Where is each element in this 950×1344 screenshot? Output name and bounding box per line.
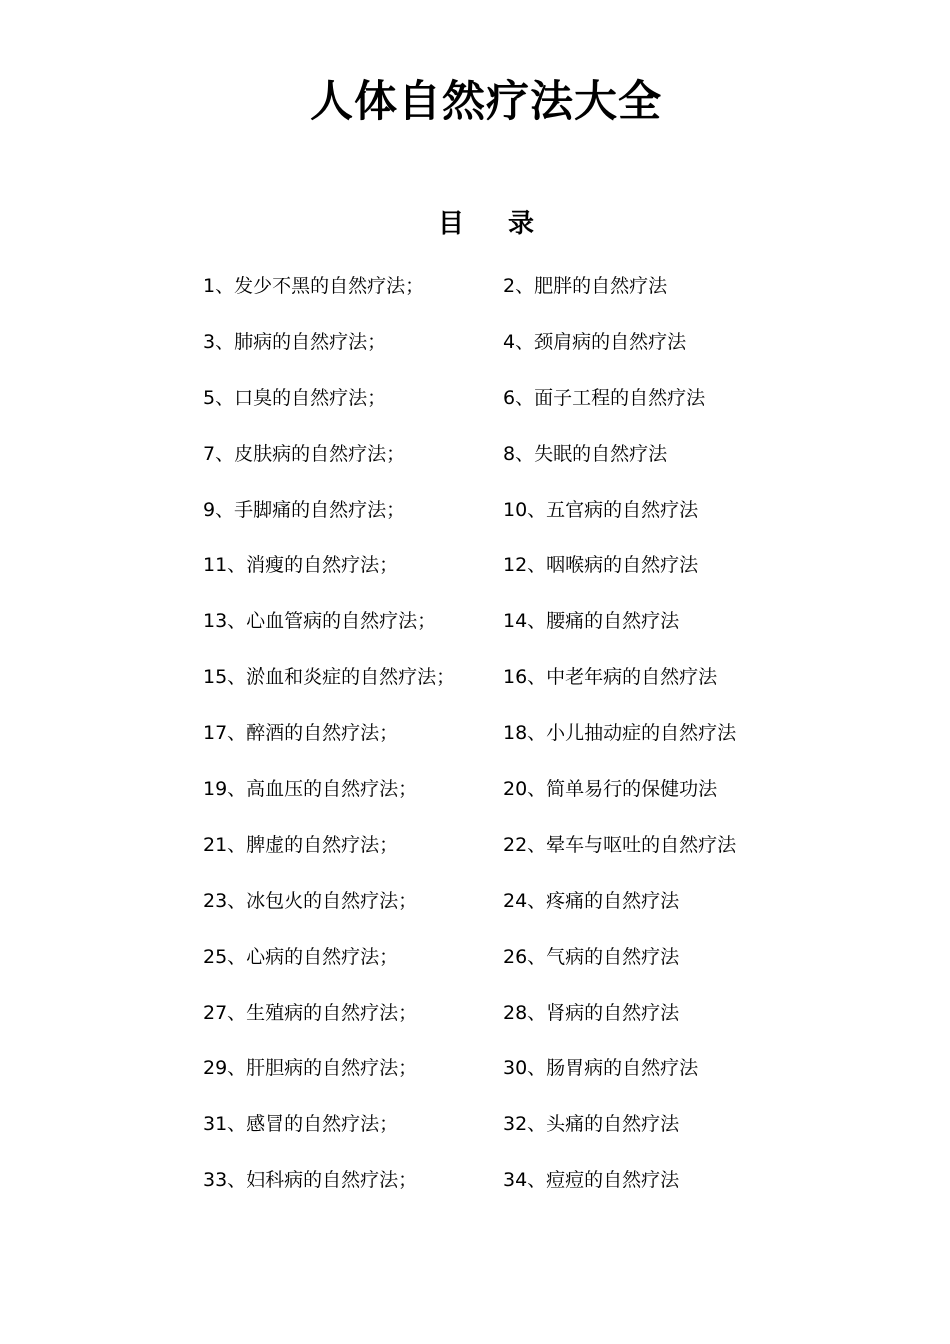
toc-entry-left[interactable]: 19、高血压的自然疗法； — [203, 778, 418, 801]
toc-entry-right[interactable]: 30、肠胃病的自然疗法 — [503, 1057, 699, 1080]
toc-entry-left[interactable]: 15、淤血和炎症的自然疗法； — [203, 666, 456, 689]
toc-entry-right[interactable]: 28、肾病的自然疗法 — [503, 1001, 680, 1024]
toc-row — [0, 605, 950, 661]
toc-heading-char-1: 目 — [437, 209, 464, 239]
toc-row — [0, 941, 950, 997]
toc-entry-left[interactable]: 27、生殖病的自然疗法； — [203, 1001, 418, 1024]
toc-entry-right[interactable]: 34、痘痘的自然疗法 — [503, 1169, 680, 1192]
toc-row — [0, 1108, 950, 1164]
table-of-contents — [0, 270, 950, 1220]
toc-entry-right[interactable]: 26、气病的自然疗法 — [503, 945, 680, 968]
toc-entry-left[interactable]: 5、口臭的自然疗法； — [203, 386, 387, 409]
toc-row — [0, 438, 950, 494]
toc-entry-right[interactable]: 20、简单易行的保健功法 — [503, 778, 718, 801]
toc-entry-left[interactable]: 31、感冒的自然疗法； — [203, 1113, 399, 1136]
toc-entry-left[interactable]: 25、心病的自然疗法； — [203, 945, 399, 968]
toc-row — [0, 382, 950, 438]
toc-entry-right[interactable]: 4、颈肩病的自然疗法 — [503, 330, 687, 353]
toc-row — [0, 773, 950, 829]
toc-entry-right[interactable]: 6、面子工程的自然疗法 — [503, 386, 706, 409]
toc-entry-right[interactable]: 14、腰痛的自然疗法 — [503, 610, 680, 633]
toc-row — [0, 1052, 950, 1108]
toc-entry-right[interactable]: 12、咽喉病的自然疗法 — [503, 554, 699, 577]
toc-entry-right[interactable]: 18、小儿抽动症的自然疗法 — [503, 722, 737, 745]
toc-row — [0, 549, 950, 605]
toc-entry-right[interactable]: 8、失眠的自然疗法 — [503, 442, 668, 465]
toc-row — [0, 326, 950, 382]
toc-row — [0, 494, 950, 550]
toc-row — [0, 1164, 950, 1220]
toc-entry-right[interactable]: 2、肥胖的自然疗法 — [503, 275, 668, 297]
toc-entry-left[interactable]: 3、肺病的自然疗法； — [203, 330, 387, 353]
toc-entry-right[interactable]: 24、疼痛的自然疗法 — [503, 889, 680, 912]
toc-row — [0, 717, 950, 773]
toc-entry-left[interactable]: 23、冰包火的自然疗法； — [203, 889, 418, 912]
toc-entry-right[interactable]: 10、五官病的自然疗法 — [503, 498, 699, 521]
toc-row — [0, 885, 950, 941]
toc-entry-left[interactable]: 9、手脚痛的自然疗法； — [203, 498, 406, 521]
toc-row — [0, 829, 950, 885]
toc-entry-left[interactable]: 29、肝胆病的自然疗法； — [203, 1057, 418, 1080]
toc-heading-char-2: 录 — [508, 209, 535, 239]
toc-entry-left[interactable]: 17、醉酒的自然疗法； — [203, 722, 399, 745]
toc-entry-left[interactable]: 7、皮肤病的自然疗法； — [203, 442, 406, 465]
document-title: 人体自然疗法大全 — [310, 77, 662, 127]
toc-entry-left[interactable]: 33、妇科病的自然疗法； — [203, 1169, 418, 1192]
toc-row — [0, 661, 950, 717]
toc-entry-left[interactable]: 21、脾虚的自然疗法； — [203, 833, 399, 856]
toc-entry-left[interactable]: 1、发少不黑的自然疗法； — [203, 275, 425, 297]
toc-entry-left[interactable]: 13、心血管病的自然疗法； — [203, 610, 437, 633]
toc-entry-left[interactable]: 11、消瘦的自然疗法； — [203, 554, 399, 577]
toc-row — [0, 270, 950, 326]
toc-entry-right[interactable]: 16、中老年病的自然疗法 — [503, 666, 718, 689]
toc-heading — [0, 206, 950, 242]
toc-row — [0, 997, 950, 1053]
toc-entry-right[interactable]: 32、头痛的自然疗法 — [503, 1113, 680, 1136]
toc-entry-right[interactable]: 22、晕车与呕吐的自然疗法 — [503, 833, 737, 856]
